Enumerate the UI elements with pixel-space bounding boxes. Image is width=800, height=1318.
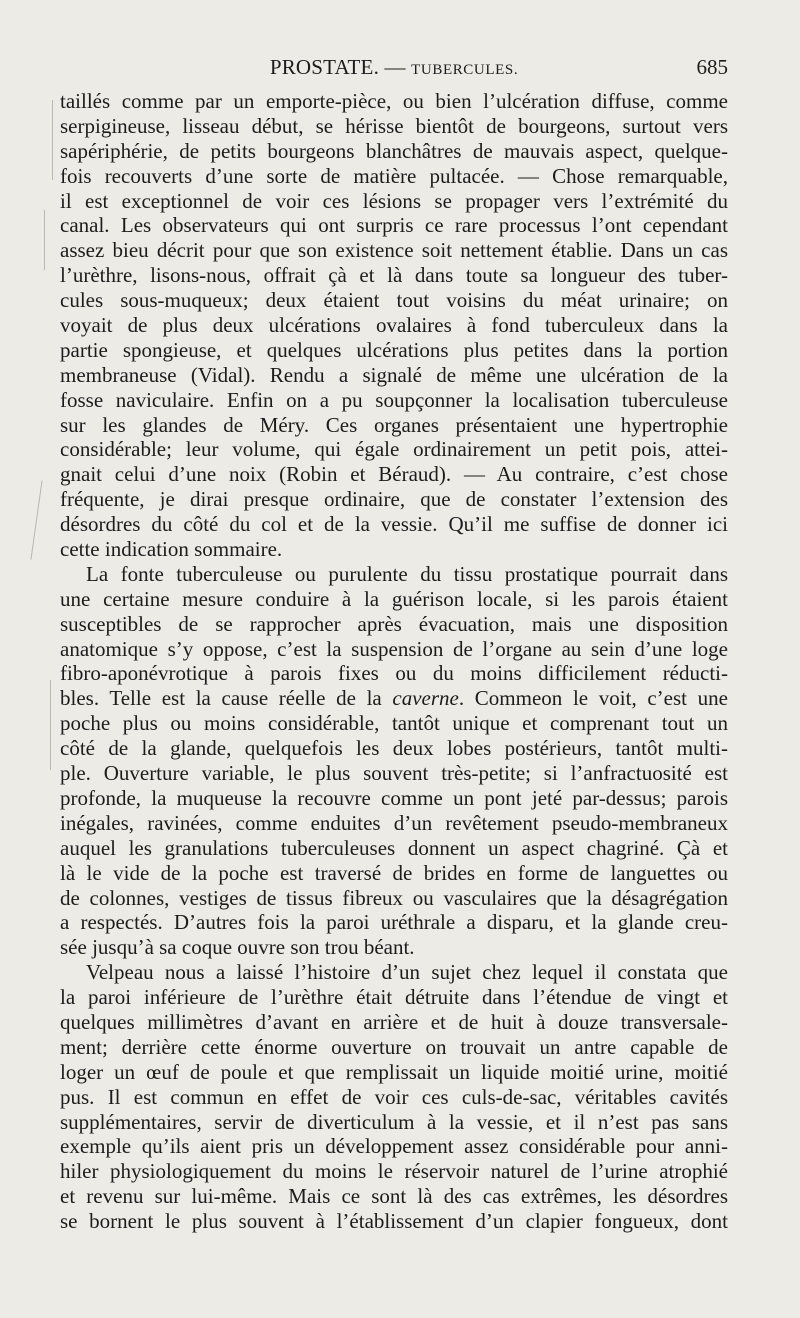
body-text <box>60 89 728 1234</box>
text-line: là le vide de la poche est traversé de brides en forme de languettes ou <box>60 860 728 885</box>
paragraph-start-line: La fonte tuberculeuse ou purulente du tissu prostatique pourrait dans <box>86 561 728 586</box>
text-line: anatomique s’y oppose, c’est la suspension de l’organe au sein d’une loge <box>60 636 728 661</box>
text-line: côté de la glande, quelquefois les deux lobes postérieurs, tantôt multi- <box>60 736 728 761</box>
text-line: supplémentaires, servir de diverticulum à la vessie, et il n’est pas sans <box>60 1109 728 1134</box>
text-line: a respectés. D’autres fois la paroi uréthrale a disparu, et la glande creu- <box>60 910 728 935</box>
text-line: loger un œuf de poule et que remplissait un liquide moitié urine, moitié <box>60 1059 728 1084</box>
running-title-small: TUBERCULES. <box>411 62 519 78</box>
text-line: considérable; leur volume, qui égale ordinairement un petit pois, attei- <box>60 437 728 462</box>
text-line: hiler physiologiquement du moins le réservoir naturel de l’urine atrophié <box>60 1159 728 1184</box>
text-line: de colonnes, vestiges de tissus fibreux ou vasculaires que la désagrégation <box>60 885 728 910</box>
text-line: l’urèthre, lisons-nous, offrait çà et là dans toute sa longueur des tuber- <box>60 263 728 288</box>
text-line-caverne: bles. Telle est la cause réelle de la caverne. Commeon le voit, c’est une <box>60 686 728 711</box>
text-line: gnait celui d’une noix (Robin et Béraud). — Au contraire, c’est chose <box>60 462 728 487</box>
text-line: cules sous-muqueux; deux étaient tout voisins du méat urinaire; on <box>60 288 728 313</box>
text-line: une certaine mesure conduire à la guérison locale, si les parois étaient <box>60 586 728 611</box>
text-line: il est exceptionnel de voir ces lésions se propager vers l’extrémité du <box>60 188 728 213</box>
text-line: voyait de plus deux ulcérations ovalaires à fond tuberculeux dans la <box>60 313 728 338</box>
text-line: fibro-aponévrotique à parois fixes ou du moins difficilement réducti- <box>60 661 728 686</box>
text-line: fosse naviculaire. Enfin on a pu soupçonner la localisation tuberculeuse <box>60 387 728 412</box>
text-line: et revenu sur lui-même. Mais ce sont là des cas extrêmes, les désordres <box>60 1184 728 1209</box>
text-line: assez bieu décrit pour que son existence soit nettement établie. Dans un cas <box>60 238 728 263</box>
text-line: serpigineuse, lisseau début, se hérisse bientôt de bourgeons, surtout vers <box>60 113 728 138</box>
text-line: ment; derrière cette énorme ouverture on trouvait un antre capable de <box>60 1034 728 1059</box>
text-line: fois recouverts d’une sorte de matière pultacée. — Chose remarquable, <box>60 163 728 188</box>
paragraph-end-line: sée jusqu’à sa coque ouvre son trou béant. <box>60 935 415 960</box>
running-title <box>60 55 728 80</box>
text-line: taillés comme par un emporte-pièce, ou bien l’ulcération diffuse, comme <box>60 89 728 113</box>
text-line: membraneuse (Vidal). Rendu a signalé de même une ulcération de la <box>60 362 728 387</box>
text-line: poche plus ou moins considérable, tantôt unique et comprenant tout un <box>60 711 728 736</box>
emphasis-caverne: caverne <box>392 686 459 711</box>
text-line: sapériphérie, de petits bourgeons blanchâtres de mauvais aspect, quelque- <box>60 138 728 163</box>
text-line: pus. Il est commun en effet de voir ces culs-de-sac, véritables cavités <box>60 1084 728 1109</box>
text-line: canal. Les observateurs qui ont surpris ce rare processus l’ont cependant <box>60 213 728 238</box>
text-line: susceptibles de se rapprocher après évacuation, mais une disposition <box>60 611 728 636</box>
text-line: auquel les granulations tuberculeuses donnent un aspect chagriné. Çà et <box>60 835 728 860</box>
text-line: profonde, la muqueuse la recouvre comme un pont jeté par-dessus; parois <box>60 785 728 810</box>
margin-pencil-marks <box>30 80 60 780</box>
text-line: partie spongieuse, et quelques ulcérations plus petites dans la portion <box>60 337 728 362</box>
text-line: la paroi inférieure de l’urèthre était détruite dans l’étendue de vingt et <box>60 985 728 1010</box>
text-line: se bornent le plus souvent à l’établissement d’un clapier fongueux, dont <box>60 1209 728 1234</box>
text-line: exemple qu’ils aient pris un développement assez considérable pour anni- <box>60 1134 728 1159</box>
text-line: quelques millimètres d’avant en arrière et de huit à douze transversale- <box>60 1009 728 1034</box>
text-line: sur les glandes de Méry. Ces organes présentaient une hypertrophie <box>60 412 728 437</box>
running-header <box>60 55 728 85</box>
page-number: 685 <box>696 55 728 79</box>
paragraph-start-line: Velpeau nous a laissé l’histoire d’un sujet chez lequel il constata que <box>86 960 728 985</box>
text-line: désordres du côté du col et de la vessie. Qu’il me suffise de donner ici <box>60 512 728 537</box>
text-line: inégales, ravinées, comme enduites d’un revêtement pseudo-membraneux <box>60 810 728 835</box>
paragraph-end-line: cette indication sommaire. <box>60 537 283 562</box>
running-title-main: PROSTATE. — <box>269 55 406 79</box>
text-line: ple. Ouverture variable, le plus souvent très-petite; si l’anfractuosité est <box>60 761 728 786</box>
text-line: fréquente, je dirai presque ordinaire, que de constater l’extension des <box>60 487 728 512</box>
